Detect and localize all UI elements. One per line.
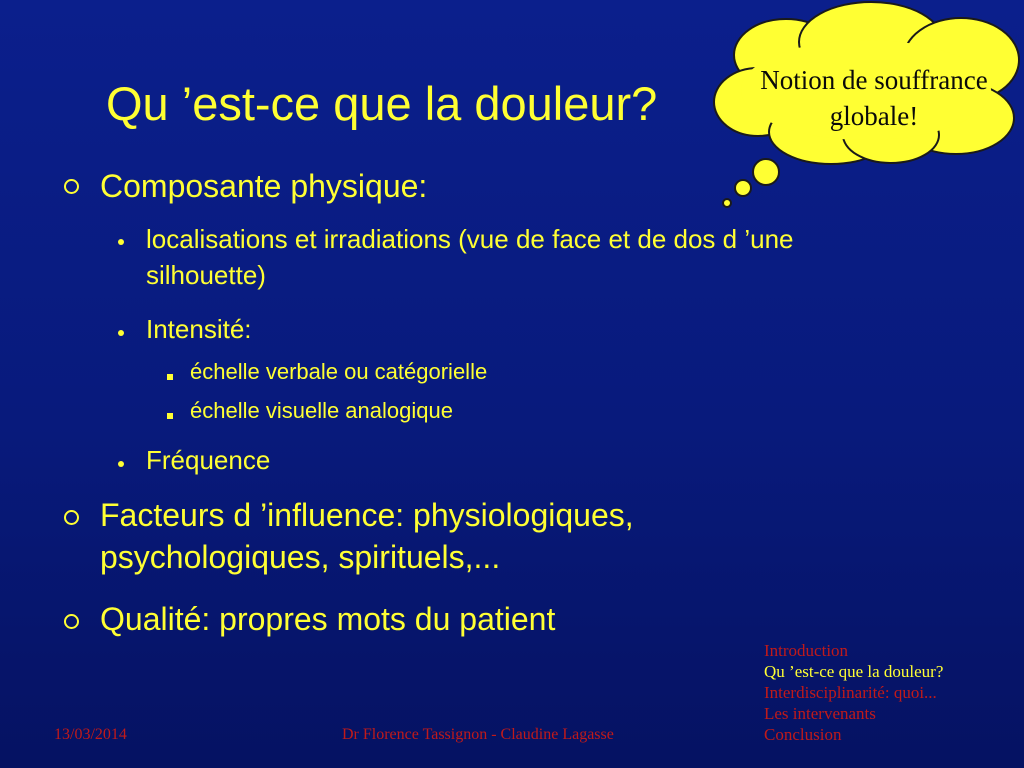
dot-bullet-icon bbox=[118, 330, 124, 336]
dot-bullet-icon bbox=[118, 239, 124, 245]
nav-item-conclusion[interactable]: Conclusion bbox=[764, 725, 842, 744]
bullet-echelle-visuelle: échelle visuelle analogique bbox=[190, 398, 453, 423]
bullet-facteurs-influence: Facteurs d ’influence: physiologiques, psychologiques, spirituels,... bbox=[100, 497, 634, 575]
footer-author: Dr Florence Tassignon - Claudine Lagasse bbox=[342, 726, 614, 743]
bullet-intensite: Intensité: bbox=[146, 314, 252, 344]
callout-line-1: Notion de souffrance bbox=[760, 65, 988, 95]
hollow-circle-bullet-icon bbox=[64, 510, 79, 525]
hollow-circle-bullet-icon bbox=[64, 179, 79, 194]
callout-text bbox=[724, 62, 1024, 134]
nav-item-douleur[interactable]: Qu ’est-ce que la douleur? bbox=[764, 662, 944, 681]
bullet-composante-physique: Composante physique: bbox=[100, 168, 428, 204]
footer-date: 13/03/2014 bbox=[54, 726, 127, 743]
nav-item-intervenants[interactable]: Les intervenants bbox=[764, 704, 876, 723]
square-bullet-icon bbox=[167, 413, 173, 419]
bullet-qualite: Qualité: propres mots du patient bbox=[100, 601, 556, 637]
slide-title: Qu ’est-ce que la douleur? bbox=[106, 77, 658, 130]
square-bullet-icon bbox=[167, 374, 173, 380]
nav-item-introduction[interactable]: Introduction bbox=[764, 641, 849, 660]
section-navigation bbox=[764, 640, 943, 745]
nav-item-interdisciplinarite[interactable]: Interdisciplinarité: quoi... bbox=[764, 683, 937, 702]
bullet-localisations: localisations et irradiations (vue de face et de dos d ’une silhouette) bbox=[146, 224, 794, 290]
bullet-frequence: Fréquence bbox=[146, 445, 271, 475]
dot-bullet-icon bbox=[118, 461, 124, 467]
bullet-echelle-verbale: échelle verbale ou catégorielle bbox=[190, 359, 488, 384]
hollow-circle-bullet-icon bbox=[64, 614, 79, 629]
callout-line-2: globale! bbox=[829, 101, 919, 131]
